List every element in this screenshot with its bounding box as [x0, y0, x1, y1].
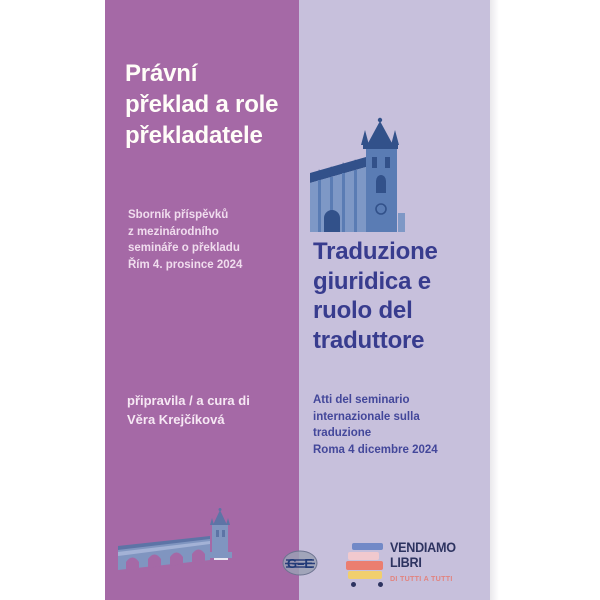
italian-title: [313, 237, 438, 355]
czech-subtitle-line: semináře o překladu: [128, 242, 240, 254]
italian-subtitle-line: Roma 4 dicembre 2024: [313, 443, 438, 456]
book-bar-yellow: [348, 571, 382, 579]
book-bar-red: [346, 561, 383, 570]
italian-subtitle: [313, 392, 438, 458]
book-bar-pink: [348, 552, 379, 560]
charles-bridge-image: [118, 508, 246, 572]
publisher-logo-letters: G–E: [286, 556, 314, 571]
italian-title-line: ruolo del: [313, 297, 413, 324]
czech-title: [125, 58, 278, 151]
czech-title-line: překlad a role: [125, 91, 279, 118]
book-cart-icon: [345, 537, 389, 589]
italian-title-line: traduttore: [313, 326, 425, 354]
czech-subtitle-line: Řím 4. prosince 2024: [128, 258, 243, 271]
editor-credit: [127, 391, 250, 429]
bookseller-tagline: DI TUTTI A TUTTI: [390, 574, 453, 583]
italian-subtitle-line: traduzione: [313, 427, 372, 439]
italian-title-line: giuridica e: [313, 267, 431, 295]
publisher-logo: [282, 549, 318, 577]
bookseller-name-line: VENDIAMO: [390, 539, 456, 555]
italian-subtitle-line: Atti del seminario: [313, 394, 410, 406]
czech-title-line: překladatele: [125, 122, 263, 149]
bookseller-name-line: LIBRI: [390, 553, 422, 570]
czech-subtitle-line: Sborník příspěvků: [128, 209, 229, 221]
bridge-tower-image: [310, 117, 405, 232]
cart-wheel-icon: [351, 582, 356, 587]
italian-subtitle-line: internazionale sulla: [313, 410, 420, 423]
czech-title-line: Právní: [125, 60, 198, 87]
book-cover: [105, 0, 490, 600]
editor-credit-line: Věra Krejčíková: [127, 412, 225, 427]
italian-title-line: Traduzione: [313, 238, 438, 265]
book-bar-blue: [352, 543, 383, 550]
bookseller-logo: [345, 537, 490, 592]
czech-subtitle: [128, 207, 242, 273]
cart-wheel-icon: [378, 582, 383, 587]
czech-subtitle-line: z mezinárodního: [128, 225, 219, 238]
bookseller-wordmark: [390, 540, 463, 583]
editor-credit-line: připravila / a cura di: [127, 393, 250, 408]
